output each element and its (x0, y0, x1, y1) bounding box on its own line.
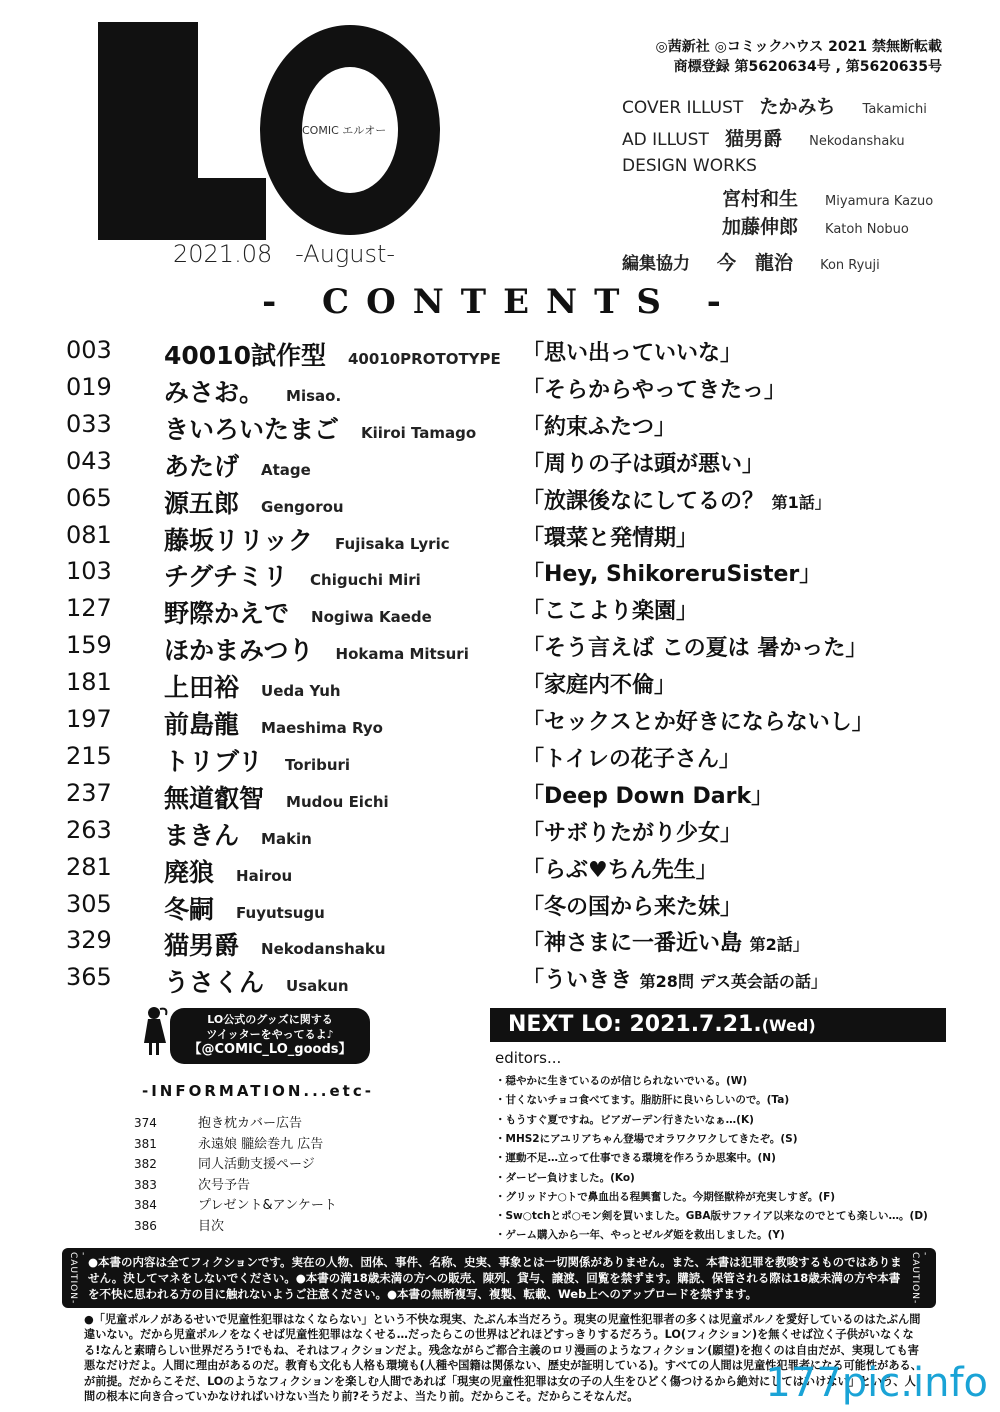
contents-author-roman: Gengorou (261, 497, 344, 516)
contents-story-title: 「サボりたがり少女」 (522, 820, 743, 846)
contents-author-roman: Nogiwa Kaede (311, 608, 432, 627)
contents-page: 329 (66, 926, 112, 955)
contents-page: 033 (66, 409, 112, 438)
editor-comment: ・運動不足…立って仕事できる環境を作ろうか思案中。(N) (495, 1152, 776, 1165)
contents-page: 043 (66, 446, 112, 475)
goods-handle: 【@COMIC_LO_goods】 (188, 1042, 352, 1057)
contents-story-title: 「冬の国から来た妹」 (522, 894, 743, 920)
contents-title-text (522, 926, 809, 957)
contents-author-name: あたげ (164, 451, 240, 481)
contents-story-title: 「Hey, ShikoreruSister」 (522, 562, 822, 588)
credit-name: たかみち (759, 96, 836, 118)
contents-page: 263 (66, 815, 112, 844)
contents-row (0, 742, 1000, 778)
editors-heading: editors... (495, 1049, 562, 1067)
contents-author-roman: Fujisaka Lyric (335, 534, 450, 553)
contents-author-name: みさお。 (164, 377, 265, 407)
contents-title-text (522, 779, 773, 810)
contents-story-title: 「そらからやってきたっ」 (522, 377, 787, 403)
contents-row (0, 484, 1000, 520)
info-label: 次号予告 (198, 1177, 251, 1193)
contents-author (164, 594, 432, 630)
contents-author-name: 藤坂リリック (164, 525, 314, 555)
goods-line-2: ツイッターをやってるよ♪ (206, 1028, 334, 1041)
contents-title-text (522, 594, 698, 625)
contents-author-name: ほかまみつり (164, 636, 314, 666)
contents-row (0, 594, 1000, 630)
credit-editorial (622, 248, 880, 275)
contents-author-roman: Toriburi (285, 755, 351, 774)
issue-month: -August- (295, 240, 396, 268)
next-issue-day: (Wed) (761, 1016, 816, 1035)
contents-title-text (522, 410, 676, 441)
contents-title-text (522, 668, 676, 699)
contents-row (0, 890, 1000, 926)
contents-author-roman: Chiguchi Miri (310, 571, 421, 590)
contents-page: 081 (66, 520, 112, 549)
editor-comment: ・グリッドナ○トで鼻血出る程興奮した。今期怪獣枠が充実しすぎ。(F) (495, 1190, 836, 1203)
contents-page: 237 (66, 778, 112, 807)
editor-comment: ・Sw○tchとポ○モン剣を買いました。GBA版サファイア以来なのでとても楽しい…。(D) (495, 1210, 928, 1223)
contents-author-roman: Usakun (286, 977, 349, 996)
contents-author (164, 668, 341, 704)
contents-author-name: 廃狼 (164, 857, 215, 887)
girl-silhouette-icon (140, 1005, 172, 1057)
contents-author-name: まきん (164, 820, 240, 850)
contents-author (164, 853, 292, 889)
next-issue-banner (490, 1008, 946, 1042)
info-label: 目次 (198, 1218, 225, 1234)
contents-row (0, 631, 1000, 667)
editor-comment: ・もうすぐ夏ですね。ビアガーデン行きたいなぁ…(K) (495, 1113, 754, 1126)
footer-statement: ●「児童ポルノがあるせいで児童性犯罪はなくならない」という不快な現実、たぶん本当だろう。現実の児童性犯罪者の多くは児童ポルノを愛好しているのはたぶん間違いない。だから児童ポルノをなくせば児童性犯罪はなくせる…だったらこの世界はどれほどすっきりするだろう。LO(フィクション)を無くせば泣く子供がいなくなる!なんと素晴らしい世界だろう!でもね、それはフィクションだよ。残念ながらご都合主義のロリ漫画のようなフィクション(願望)を抱くのは自由だが、実現しても害悪なだけだよ。人間に理由があるのだ。教育も文化も人格も環境も(人種や国籍は関係ない、歴史が証明している)。すべての人間は児童性犯罪者になる可能性がある、が前提。だからこそだ、LOのようなフィクションを楽しむ人間であれば「現実の児童性犯罪は女の子の人生をひどく傷つけるから絶対にしてはいけない」という、人間の根本に向き合っていかなければいけない当たり前?そうだよ、当たり前。だからこそ。だからこそなんだ。 (84, 1313, 922, 1404)
issue-number: 2021.08 (173, 240, 273, 268)
logo-subtitle: COMIC エルオー (302, 124, 387, 137)
contents-title-text (522, 373, 786, 404)
contents-author-name: 冬嗣 (164, 894, 215, 924)
contents-title-text (522, 336, 742, 367)
info-row (134, 1133, 323, 1152)
info-title: -INFORMATION...etc- (142, 1082, 374, 1100)
contents-story-extra: 第1話」 (771, 492, 831, 512)
caution-side-left: -CAUTION- (68, 1252, 88, 1305)
credit-name: 猫男爵 (725, 128, 783, 150)
contents-author-name: 野際かえで (164, 599, 290, 629)
credit-role: 編集協力 (622, 254, 690, 274)
contents-author (164, 484, 344, 520)
contents-page: 019 (66, 372, 112, 401)
contents-row (0, 447, 1000, 483)
credit-roman: Nekodanshaku (809, 134, 905, 149)
info-label: 永遠娘 朧絵巻九 広告 (198, 1136, 324, 1152)
editor-comment: ・ダービー負けました。(Ko) (495, 1171, 635, 1184)
contents-row (0, 705, 1000, 741)
contents-page: 365 (66, 963, 112, 992)
credit-roman: Kon Ryuji (820, 258, 880, 273)
contents-author-name: 上田裕 (164, 673, 240, 703)
logo-letter-l-foot (98, 178, 266, 240)
contents-row (0, 779, 1000, 815)
contents-title-text (522, 742, 741, 773)
contents-page: 181 (66, 668, 112, 697)
credit-design (622, 156, 757, 176)
contents-title-text (522, 853, 718, 884)
contents-story-title: 「約束ふたつ」 (522, 414, 677, 440)
contents-author-name: チグチミリ (164, 562, 289, 592)
contents-page: 003 (66, 336, 112, 364)
contents-story-title: 「放課後なにしてるの？ (522, 488, 772, 514)
copyright-line-2: 商標登録 第5620634号 , 第5620635号 (673, 59, 942, 75)
contents-author-roman: Nekodanshaku (261, 940, 386, 959)
credit-roman: Katoh Nobuo (825, 222, 909, 237)
contents-author-roman: Makin (261, 829, 312, 848)
contents-story-title: 「Deep Down Dark」 (522, 783, 774, 809)
contents-row (0, 816, 1000, 852)
contents-author (164, 557, 421, 593)
contents-story-title: 「トイレの花子さん」 (522, 746, 741, 772)
contents-row (0, 373, 1000, 409)
info-row (134, 1112, 302, 1131)
contents-author-roman: Maeshima Ryo (261, 719, 383, 737)
contents-author-roman: 40010PROTOTYPE (347, 350, 501, 368)
contents-story-extra: 第28問 デス英会話の話」 (639, 972, 827, 992)
credit-ad (622, 124, 905, 151)
issue-date (173, 240, 395, 268)
contents-row (0, 521, 1000, 557)
credit-role: AD ILLUST (622, 130, 709, 150)
credit-cover (622, 92, 927, 119)
info-page: 381 (134, 1136, 157, 1151)
info-row (134, 1215, 224, 1234)
next-issue-label: NEXT LO: 2021.7.21. (508, 1012, 762, 1037)
contents-row (0, 557, 1000, 593)
contents-story-title: 「周りの子は頭が悪い」 (522, 451, 765, 477)
contents-author (164, 890, 325, 926)
contents-story-title: 「神さまに一番近い島 (522, 931, 750, 957)
contents-author-roman: Atage (261, 460, 311, 479)
contents-page: 281 (66, 852, 112, 881)
contents-story-extra: 第2話」 (749, 935, 809, 955)
contents-author (164, 521, 450, 557)
info-row (134, 1153, 315, 1172)
credit-roman: Miyamura Kazuo (825, 194, 934, 209)
contents-story-title: 「ういきき (522, 968, 640, 994)
credit-roman: Takamichi (862, 102, 927, 117)
contents-author (164, 373, 341, 409)
contents-page: 215 (66, 741, 112, 770)
contents-title-text (522, 963, 827, 994)
credit-role: DESIGN WORKS (622, 156, 757, 176)
contents-author-roman: Misao. (286, 386, 342, 405)
contents-title-text (522, 484, 831, 515)
editor-comment: ・ゲーム購入から一年、やっとゼルダ姫を救出しました。(Y) (495, 1229, 785, 1242)
credit-name: 加藤伸郎 (722, 216, 799, 238)
info-label: 同人活動支援ページ (198, 1157, 315, 1172)
contents-author (164, 336, 501, 372)
copyright-line-1: ◎茜新社 ◎コミックハウス 2021 禁無断転載 (655, 39, 942, 55)
contents-story-title: 「環菜と発情期」 (522, 525, 699, 551)
goods-twitter-bubble (170, 1008, 370, 1064)
contents-title-text (522, 557, 821, 588)
contents-author (164, 926, 386, 962)
contents-page: 065 (66, 483, 112, 512)
contents-story-title: 「ここより楽園」 (522, 599, 699, 625)
contents-title-text (522, 705, 874, 736)
contents-title-text (522, 816, 742, 847)
info-row (134, 1194, 337, 1213)
contents-author (164, 631, 469, 667)
contents-title-text (522, 447, 764, 478)
contents-row (0, 336, 1000, 372)
contents-title: - CONTENTS - (262, 282, 738, 322)
caution-box (62, 1248, 936, 1308)
info-row (134, 1174, 250, 1193)
credit-role: COVER ILLUST (622, 98, 744, 118)
contents-author (164, 447, 311, 483)
info-page: 382 (134, 1157, 157, 1171)
contents-story-title: 「セックスとか好きにならないし」 (522, 710, 874, 735)
editor-comment: ・甘くないチョコ食べてます。脂肪肝に良いらしいので。(Ta) (495, 1094, 790, 1107)
contents-page: 159 (66, 631, 112, 660)
contents-author (164, 742, 350, 778)
info-page: 374 (134, 1116, 157, 1130)
contents-title-text (522, 631, 867, 662)
info-page: 386 (134, 1218, 157, 1233)
info-page: 383 (134, 1177, 157, 1192)
contents-author (164, 816, 312, 852)
contents-author-name: きいろいたまご (164, 414, 340, 444)
contents-author (164, 410, 476, 446)
contents-author-roman: Ueda Yuh (261, 682, 341, 701)
contents-row (0, 853, 1000, 889)
contents-story-title: 「家庭内不倫」 (522, 673, 677, 699)
contents-story-title: 「そう言えば この夏は 暑かった」 (522, 636, 868, 662)
contents-author-roman: Mudou Eichi (286, 792, 389, 811)
credit-name: 宮村和生 (722, 188, 799, 210)
contents-author-roman: Hokama Mitsuri (335, 645, 469, 664)
contents-title-text (522, 890, 742, 921)
contents-row (0, 668, 1000, 704)
contents-page: 197 (66, 705, 112, 733)
contents-author-roman: Hairou (236, 866, 293, 885)
contents-story-title: 「らぶ♥ちん先生」 (522, 857, 718, 883)
contents-title-text (522, 521, 698, 552)
contents-author (164, 705, 383, 741)
contents-author-name: 無道叡智 (164, 783, 265, 813)
credit-designer-2 (722, 212, 909, 239)
contents-row (0, 926, 1000, 962)
contents-page: 127 (66, 594, 112, 623)
editor-comment: ・MHS2にアユリアちゃん登場でオラワクワクしてきたぞ。(S) (495, 1132, 798, 1145)
contents-page: 103 (66, 557, 112, 586)
info-label: プレゼント&アンケート (198, 1198, 337, 1213)
contents-author (164, 963, 349, 999)
contents-author-roman: Fuyutsugu (236, 903, 325, 922)
watermark: 177pic.info (765, 1360, 988, 1406)
contents-author-name: トリブリ (164, 746, 264, 776)
contents-author-roman: Kiiroi Tamago (361, 423, 477, 442)
contents-story-title: 「思い出っていいな」 (522, 341, 743, 366)
info-label: 抱き枕カバー広告 (198, 1116, 303, 1131)
caution-side-right: -CAUTION- (910, 1252, 930, 1305)
contents-author-name: 源五郎 (164, 488, 240, 518)
contents-author-name: 猫男爵 (164, 931, 240, 961)
editor-comment: ・穏やかに生きているのが信じられないでいる。(W) (495, 1075, 748, 1087)
contents-row (0, 410, 1000, 446)
contents-author-name: うさくん (164, 968, 265, 998)
contents-row (0, 963, 1000, 999)
contents-author (164, 779, 389, 815)
credit-designer-1 (722, 184, 933, 211)
contents-author-name: 前島龍 (164, 710, 240, 739)
goods-line-1: LO公式のグッズに関する (207, 1013, 333, 1026)
caution-text: ●本書の内容は全てフィクションです。実在の人物、団体、事件、名称、史実、事象とは一切関係がありません。また、本書は犯罪を教唆するものではありません。決してマネをしないでください。●本書の満18歳未満の方への販売、陳列、貸与、譲渡、回覧を禁ずます。購読、保管される際は18歳未満の方や本書を不快に思われる方の目に触れないようご注意ください。●本書の無断複写、複製、転載、Web上へのアップロードを禁ずます。 (88, 1255, 902, 1301)
contents-page: 305 (66, 889, 112, 918)
credit-name: 今 龍治 (717, 252, 794, 274)
info-page: 384 (134, 1198, 157, 1212)
contents-author-name: 40010試作型 (164, 341, 326, 370)
